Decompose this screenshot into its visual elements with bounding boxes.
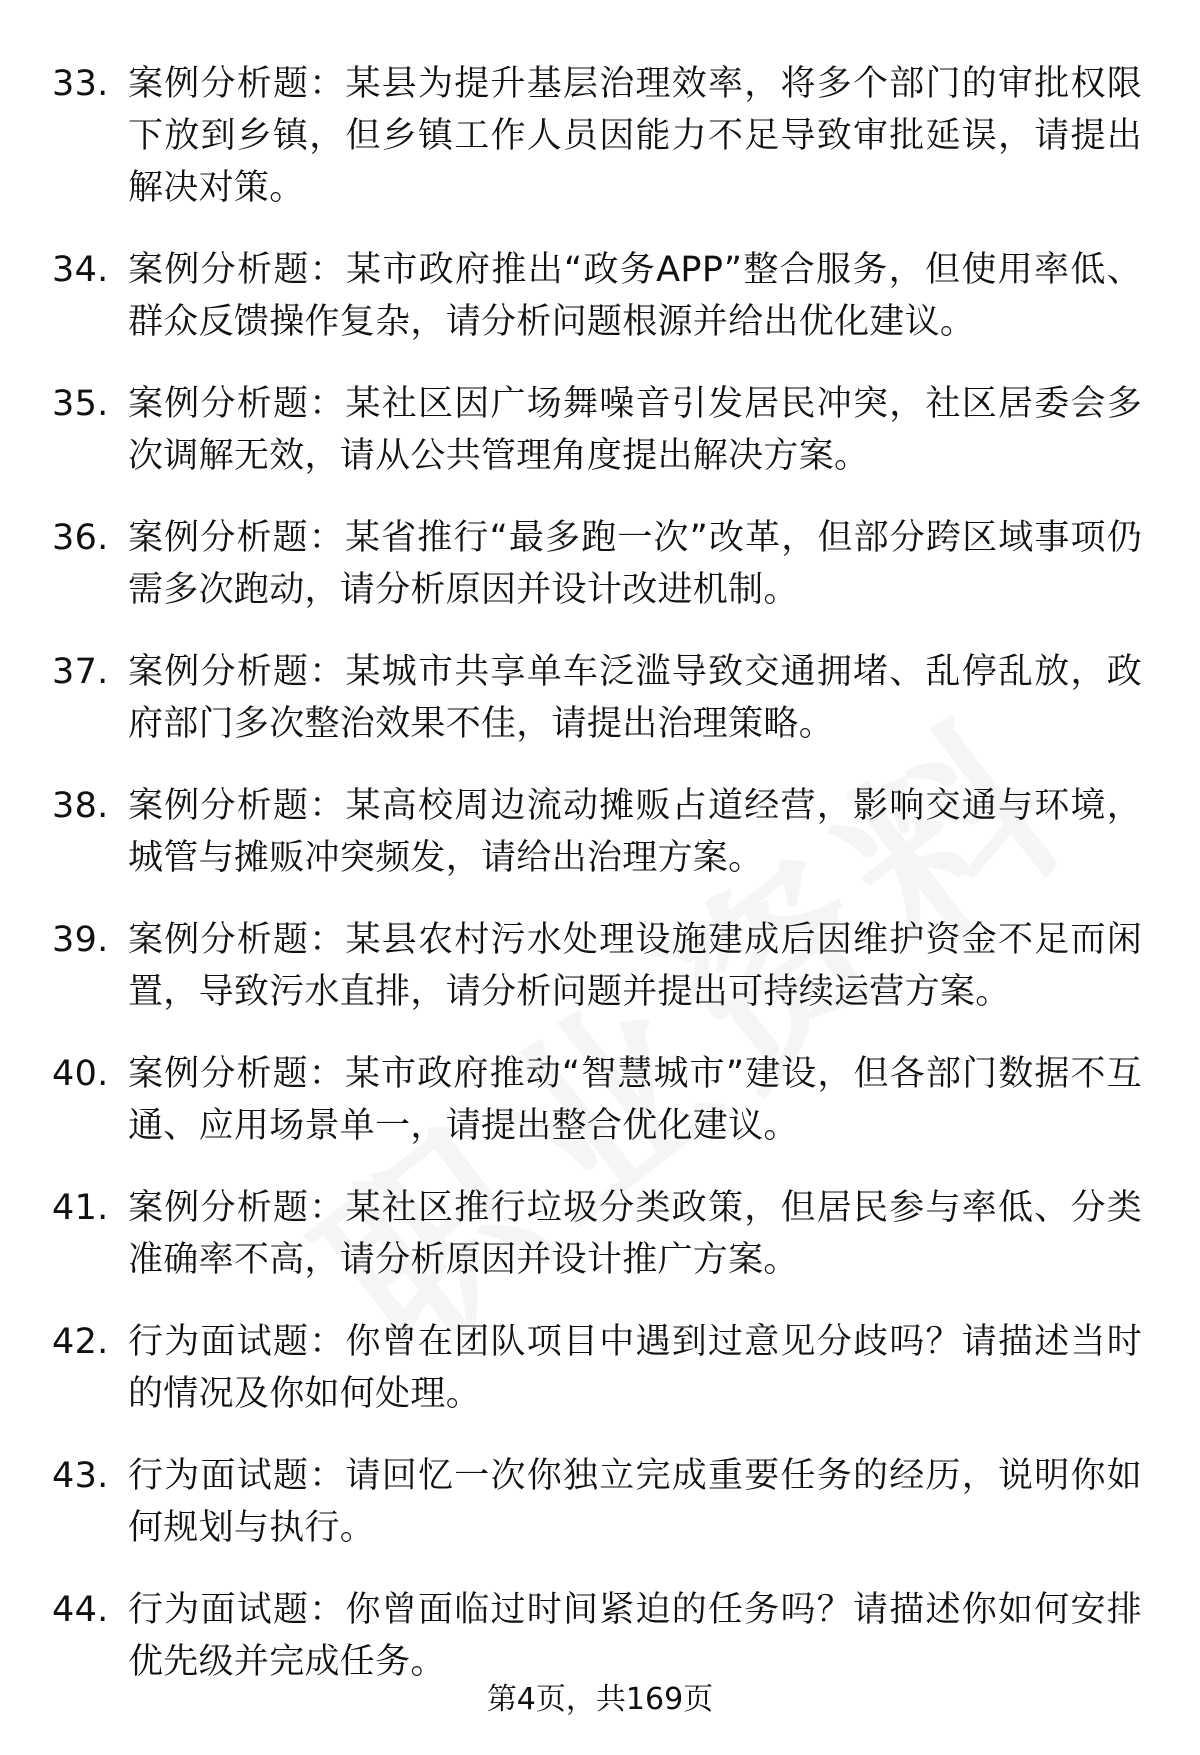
question-item xyxy=(52,646,1142,750)
question-text: 案例分析题：某县为提升基层治理效率，将多个部门的审批权限下放到乡镇，但乡镇工作人员因能力不足导致审批延误，请提出解决对策。 xyxy=(128,64,1142,208)
question-item xyxy=(52,1048,1142,1152)
question-item xyxy=(52,914,1142,1018)
question-text: 案例分析题：某社区推行垃圾分类政策，但居民参与率低、分类准确率不高，请分析原因并设计推广方案。 xyxy=(128,1188,1142,1280)
question-item xyxy=(52,512,1142,616)
question-text: 行为面试题：你曾在团队项目中遇到过意见分歧吗？请描述当时的情况及你如何处理。 xyxy=(128,1322,1142,1414)
question-text: 案例分析题：某县农村污水处理设施建成后因维护资金不足而闲置，导致污水直排，请分析问题并提出可持续运营方案。 xyxy=(128,920,1142,1012)
question-number: 40. xyxy=(52,1054,109,1094)
question-item xyxy=(52,1316,1142,1420)
question-number: 42. xyxy=(52,1322,109,1362)
question-item xyxy=(52,378,1142,482)
question-item xyxy=(52,58,1142,214)
question-number: 43. xyxy=(52,1456,109,1496)
question-text: 案例分析题：某城市共享单车泛滥导致交通拥堵、乱停乱放，政府部门多次整治效果不佳，请提出治理策略。 xyxy=(128,652,1142,744)
question-number: 37. xyxy=(52,652,109,692)
question-text: 行为面试题：请回忆一次你独立完成重要任务的经历，说明你如何规划与执行。 xyxy=(128,1456,1142,1548)
question-text: 案例分析题：某市政府推出“政务APP”整合服务，但使用率低、群众反馈操作复杂，请分析问题根源并给出优化建议。 xyxy=(128,250,1142,342)
question-number: 44. xyxy=(52,1590,109,1630)
question-number: 39. xyxy=(52,920,109,960)
question-text: 案例分析题：某市政府推动“智慧城市”建设，但各部门数据不互通、应用场景单一，请提出整合优化建议。 xyxy=(128,1054,1142,1146)
question-item xyxy=(52,780,1142,884)
question-item xyxy=(52,1182,1142,1286)
question-number: 35. xyxy=(52,384,109,424)
question-number: 33. xyxy=(52,64,109,104)
question-item xyxy=(52,1450,1142,1554)
question-number: 34. xyxy=(52,250,109,290)
question-number: 36. xyxy=(52,518,109,558)
question-text: 行为面试题：你曾面临过时间紧迫的任务吗？请描述你如何安排优先级并完成任务。 xyxy=(128,1590,1142,1682)
page-footer xyxy=(0,1680,1200,1720)
question-text: 案例分析题：某高校周边流动摊贩占道经营，影响交通与环境，城管与摊贩冲突频发，请给出治理方案。 xyxy=(128,786,1142,878)
question-number: 38. xyxy=(52,786,109,826)
question-number: 41. xyxy=(52,1188,109,1228)
question-item xyxy=(52,1584,1142,1688)
question-text: 案例分析题：某省推行“最多跑一次”改革，但部分跨区域事项仍需多次跑动，请分析原因并设计改进机制。 xyxy=(128,518,1142,610)
question-text: 案例分析题：某社区因广场舞噪音引发居民冲突，社区居委会多次调解无效，请从公共管理角度提出解决方案。 xyxy=(128,384,1142,476)
question-list xyxy=(52,58,1142,1718)
page-indicator: 第4页，共169页 xyxy=(486,1682,714,1717)
question-item xyxy=(52,244,1142,348)
